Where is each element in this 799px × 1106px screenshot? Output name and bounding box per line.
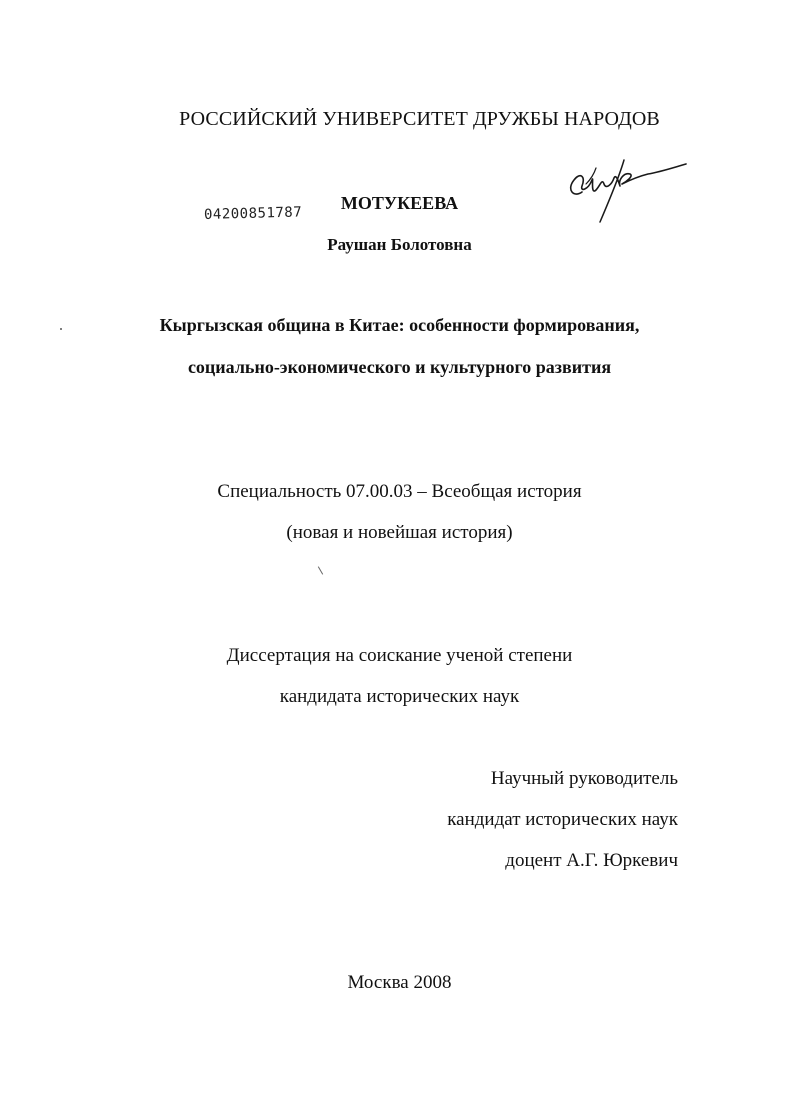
author-signature [560,150,690,230]
degree-line-1: Диссертация на соискание ученой степени [226,645,573,666]
city-year: Москва 2008 [347,972,452,993]
dissertation-title-line-1: Кыргызская община в Китае: особенности формирования, [159,315,640,335]
degree-line-2: кандидата исторических наук [279,686,520,707]
supervisor-label: Научный руководитель [490,768,678,789]
supervisor-name: доцент А.Г. Юркевич [505,850,678,871]
author-surname: МОТУКЕЕВА [340,193,459,213]
author-name: Раушан Болотовна [327,235,472,254]
document-number-stamp: 04200851787 [203,204,303,223]
specialty-line-1: Специальность 07.00.03 – Всеобщая история [217,481,582,502]
specialty-line-2: (новая и новейшая история) [286,522,513,543]
scan-mark [318,566,323,574]
supervisor-degree: кандидат исторических наук [447,809,678,830]
university-name: РОССИЙСКИЙ УНИВЕРСИТЕТ ДРУЖБЫ НАРОДОВ [179,108,660,130]
dissertation-title-line-2: социально-экономического и культурного развития [187,357,612,377]
